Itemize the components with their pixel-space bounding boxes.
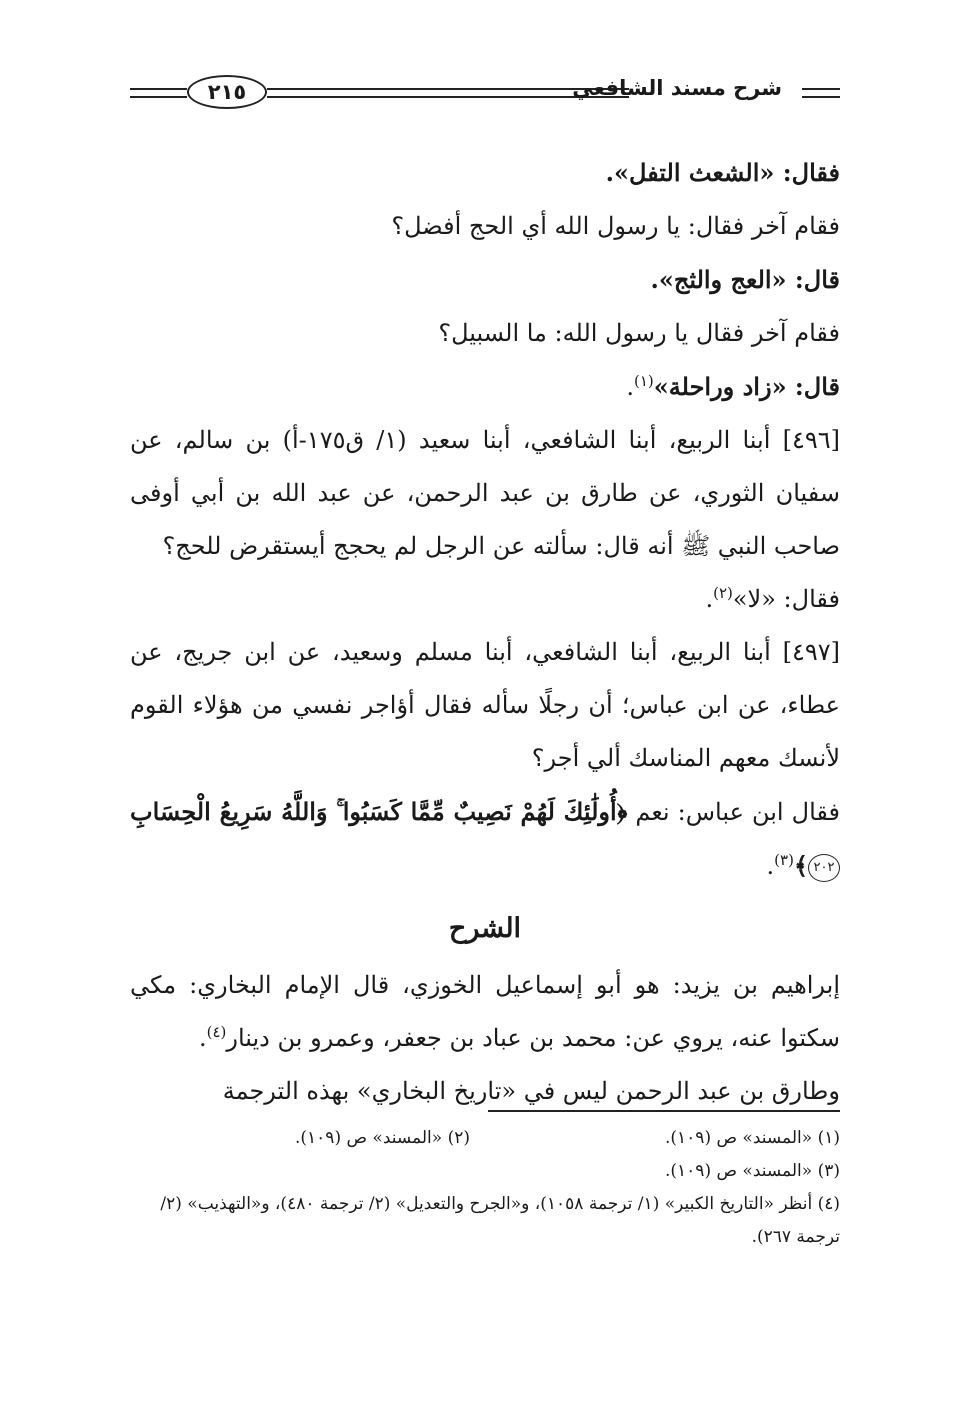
text-line: فقام آخر فقال: يا رسول الله أي الحج أفضل؟: [391, 212, 840, 240]
header-rule-right: [802, 96, 840, 98]
footnote-separator: [488, 1110, 840, 1112]
footnote-ref: (٢): [713, 584, 733, 602]
speaker-label: فقال:: [774, 158, 840, 187]
punctuation: .: [705, 585, 714, 613]
page-number: ٢١٥: [187, 75, 267, 109]
text-line: [130, 253, 840, 307]
page-header: [130, 70, 840, 120]
hadith-quote: «العج والثج».: [650, 265, 787, 294]
hadith-quote: «زاد وراحلة»: [653, 372, 787, 401]
quran-verse: ﴿أُولَٰئِكَ لَهُمْ نَصِيبٌ مِّمَّا كَسَبُوا ۚ وَاللَّهُ سَرِيعُ الْحِسَابِ: [130, 797, 628, 826]
footnote-row: [130, 1122, 840, 1155]
text-line: [130, 360, 840, 414]
punctuation: .: [626, 373, 634, 401]
punctuation: .: [766, 852, 775, 880]
text-line: [130, 146, 840, 200]
body-text: [130, 146, 840, 1118]
commentary-paragraph: وطارق بن عبد الرحمن ليس في «تاريخ البخاري» بهذه الترجمة: [222, 1077, 840, 1105]
header-rule-left: [130, 88, 187, 90]
header-rule-right: [802, 88, 840, 90]
footnote-row: [130, 1155, 840, 1188]
footnote-2: (٢) «المسند» ص (١٠٩).: [294, 1128, 470, 1148]
speaker-label: قال:: [786, 372, 840, 401]
section-heading: الشرح: [448, 913, 522, 944]
commentary-paragraph: [130, 959, 840, 1065]
footnote-1: (١) «المسند» ص (١٠٩).: [664, 1128, 840, 1148]
footnotes: [130, 1122, 840, 1254]
commentary-text: إبراهيم بن يزيد: هو أبو إسماعيل الخوزي، قال الإمام البخاري: مكي سكتوا عنه، يروي عن: محمد بن عباد بن جعفر، وعمرو بن دينار: [130, 971, 840, 1052]
speaker-label: قال:: [786, 265, 840, 294]
hadith-answer: فقال ابن عباس: نعم: [627, 798, 840, 826]
hadith-497: [٤٩٧] أبنا الربيع، أبنا الشافعي، أبنا مسلم وسعيد، عن ابن جريج، عن عطاء، عن ابن عباس؛ أن رجلًا سأله فقال أؤاجر نفسي من هؤلاء القوم لأنسك معهم المناسك ألي أجر؟: [130, 638, 840, 772]
hadith-answer: فقال: «لا»: [732, 585, 840, 613]
header-rule-left: [130, 96, 187, 98]
text-line: [130, 785, 840, 893]
quran-bracket: ﴾: [793, 851, 808, 880]
footnote-4: (٤) أنظر «التاريخ الكبير» (١/ ترجمة ١٠٥٨)، و«الجرح والتعديل» (٢/ ترجمة ٤٨٠)، و«التهذيب» (٢/ ترجمة ٢٦٧).: [160, 1194, 840, 1247]
punctuation: .: [198, 1024, 207, 1052]
hadith-quote: «الشعث التفل».: [605, 158, 775, 187]
ayah-number-marker: ٢٠٢: [808, 854, 840, 882]
text-line: [130, 573, 840, 626]
text-line: فقام آخر فقال يا رسول الله: ما السبيل؟: [438, 319, 840, 347]
running-title: شرح مسند الشافعي: [572, 76, 782, 100]
footnote-3: (٣) «المسند» ص (١٠٩).: [664, 1161, 840, 1181]
hadith-496: [٤٩٦] أبنا الربيع، أبنا الشافعي، أبنا سعيد (١/ ق١٧٥-أ) بن سالم، عن سفيان الثوري، عن طارق بن عبد الرحمن، عن عبد الله بن أبي أوفى صاحب النبي ﷺ أنه قال: سألته عن الرجل لم يحجج أيستقرض للحج؟: [130, 426, 841, 560]
footnote-ref: (٣): [774, 851, 794, 869]
footnote-ref: (١): [633, 372, 654, 390]
footnote-ref: (٤): [206, 1023, 227, 1041]
